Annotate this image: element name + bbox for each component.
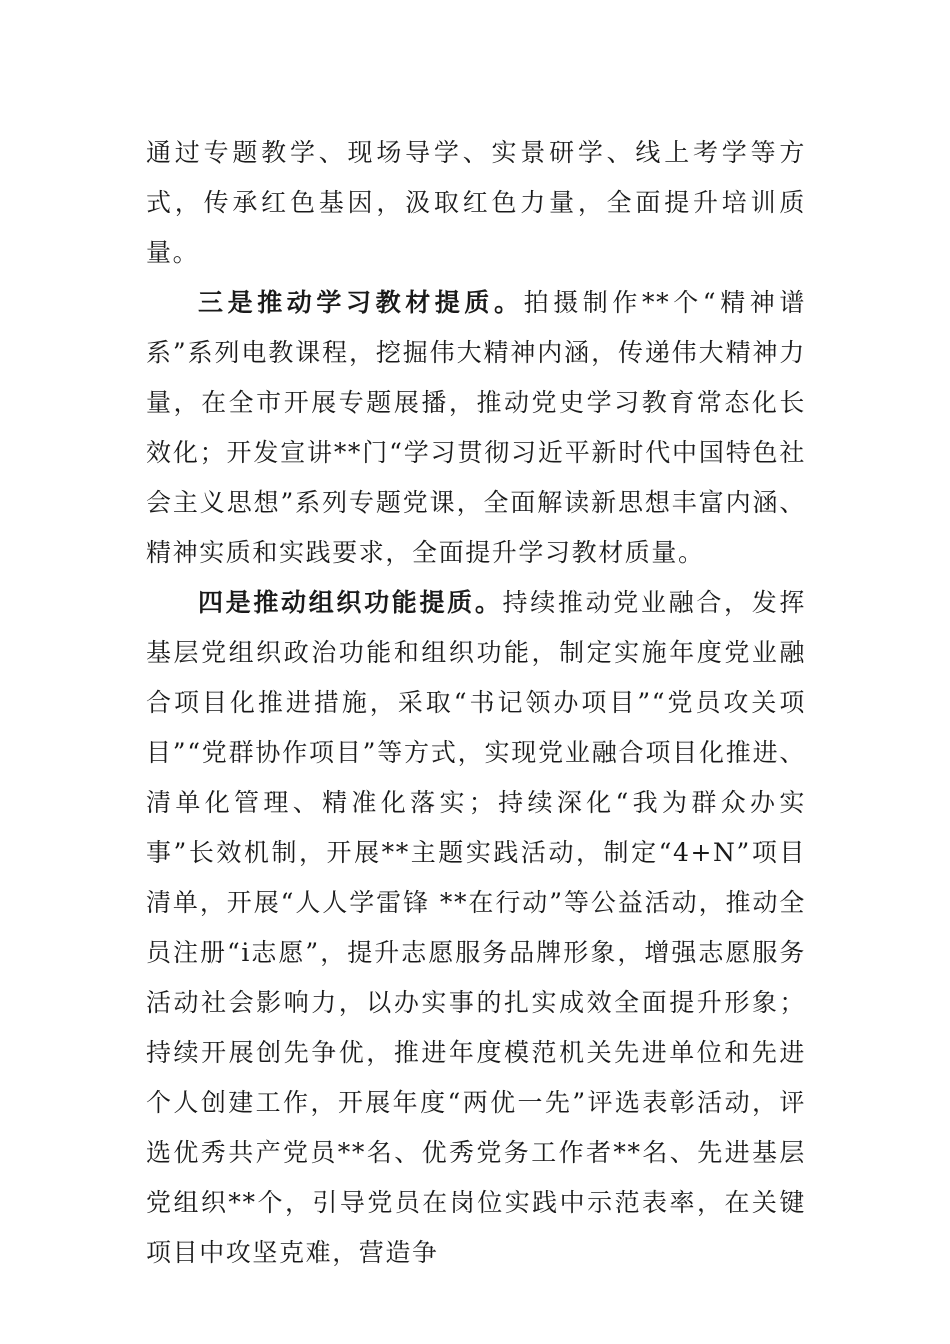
paragraph-organization-function (146, 578, 806, 1278)
document-body (146, 128, 806, 1278)
paragraph-lead-heading: 三是推动学习教材提质。 (198, 288, 524, 317)
paragraph-text: 通过专题教学、现场导学、实景研学、线上考学等方式，传承红色基因，汲取红色力量，全面提升培训质量。 (146, 138, 806, 267)
paragraph-training-methods (146, 128, 806, 278)
paragraph-text: 持续推动党业融合，发挥基层党组织政治功能和组织功能，制定实施年度党业融合项目化推进措施，采取“书记领办项目”“党员攻关项目”“党群协作项目”等方式，实现党业融合项目化推进、清单化管理、精准化落实；持续深化“我为群众办实事”长效机制，开展**主题实践活动，制定“4+N”项目清单，开展“人人学雷锋 **在行动”等公益活动，推动全员注册“i志愿”，提升志愿服务品牌形象，增强志愿服务活动社会影响力，以办实事的扎实成效全面提升形象；持续开展创先争优，推进年度模范机关先进单位和先进个人创建工作，开展年度“两优一先”评选表彰活动，评选优秀共产党员**名、优秀党务工作者**名、先进基层党组织**个，引导党员在岗位实践中示范表率，在关键项目中攻坚克难，营造争 (146, 588, 806, 1267)
paragraph-text: 拍摄制作**个“精神谱系”系列电教课程，挖掘伟大精神内涵，传递伟大精神力量，在全市开展专题展播，推动党史学习教育常态化长效化；开发宣讲**门“学习贯彻习近平新时代中国特色社会主义思想”系列专题党课，全面解读新思想丰富内涵、精神实质和实践要求，全面提升学习教材质量。 (146, 288, 806, 567)
paragraph-learning-materials (146, 278, 806, 578)
paragraph-lead-heading: 四是推动组织功能提质。 (198, 588, 503, 617)
